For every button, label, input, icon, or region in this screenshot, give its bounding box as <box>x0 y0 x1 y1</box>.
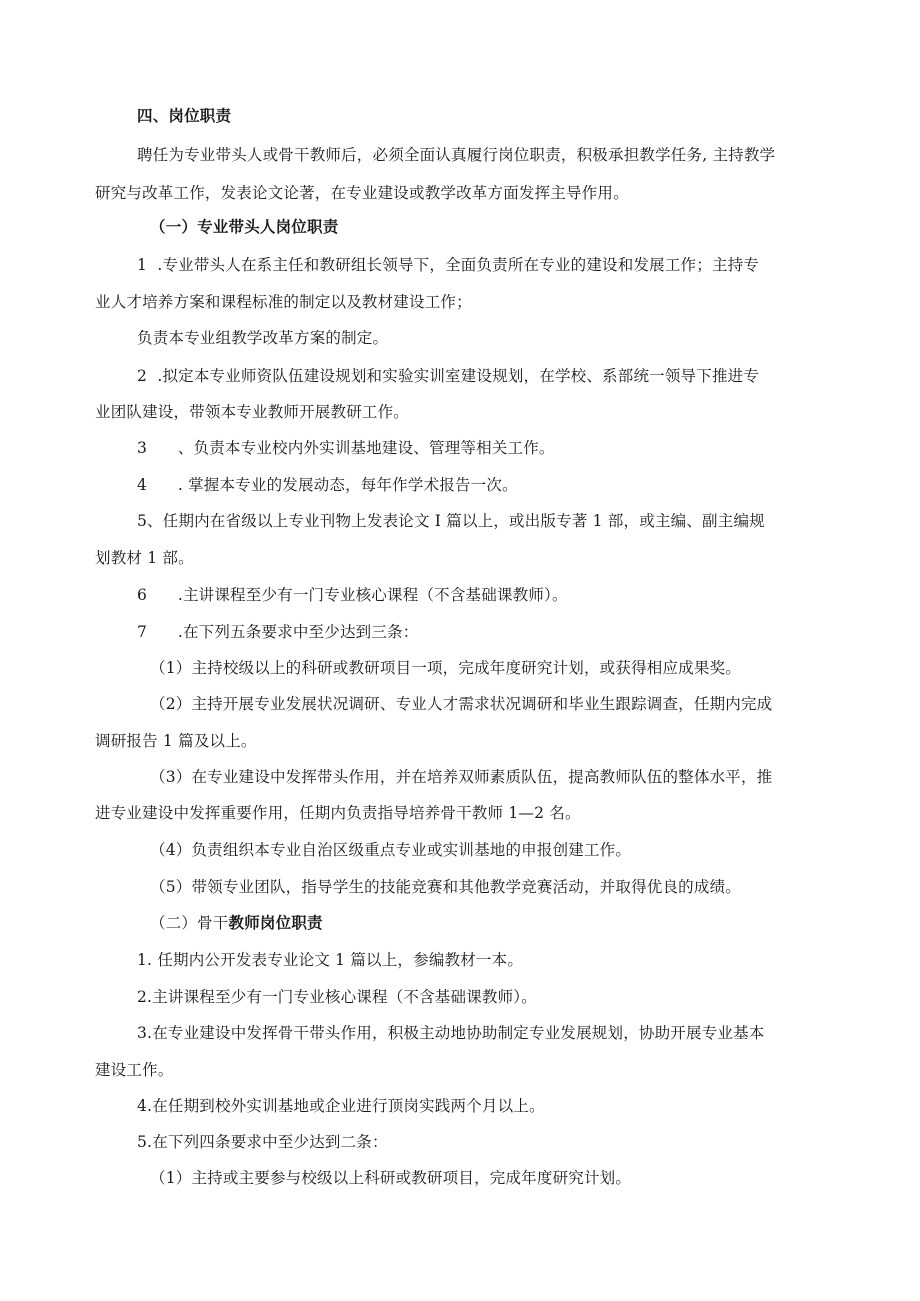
section2-title-plain: （二）骨干 <box>150 914 229 932</box>
s1-line: 7 .在下列五条要求中至少达到三条： <box>137 623 419 641</box>
s1-line: 4 . 掌握本专业的发展动态，每年作学术报告一次。 <box>137 476 518 494</box>
s1-line: 业人才培养方案和课程标准的制定以及教材建设工作； <box>95 293 472 311</box>
s1-line: （3）在专业建设中发挥带头作用，并在培养双师素质队伍，提高教师队伍的整体水平，推 <box>150 768 773 786</box>
section-heading-main: 四、岗位职责 <box>137 107 232 125</box>
s1-line: 负责本专业组教学改革方案的制定。 <box>137 329 389 347</box>
s2-line: （1）主持或主要参与校级以上科研或教研项目，完成年度研究计划。 <box>150 1169 632 1187</box>
s1-line: 调研报告 1 篇及以上。 <box>95 732 257 750</box>
s1-line: 2 .拟定本专业师资队伍建设规划和实验实训室建设规划，在学校、系部统一领导下推进专 <box>137 367 760 385</box>
s1-line: 1 .专业带头人在系主任和教研组长领导下，全面负责所在专业的建设和发展工作；主持专 <box>137 256 760 274</box>
s2-line: 3.在专业建设中发挥骨干带头作用，积极主动地协助制定专业发展规划，协助开展专业基本 <box>137 1024 765 1042</box>
intro-line-2: 研究与改革工作，发表论文论著，在专业建设或教学改革方面发挥主导作用。 <box>95 184 629 202</box>
s1-line: 业团队建设，带领本专业教师开展教研工作。 <box>95 403 410 421</box>
section1-title: （一）专业带头人岗位职责 <box>150 218 339 236</box>
s1-line: 5、任期内在省级以上专业刊物上发表论文 I 篇以上，或出版专著 1 部，或主编、副主编规 <box>137 512 765 530</box>
section2-title <box>150 913 920 933</box>
s1-line: 进专业建设中发挥重要作用，任期内负责指导培养骨干教师 1—2 名。 <box>95 804 581 822</box>
s1-line: 划教材 1 部。 <box>95 549 194 567</box>
s2-line: 5.在下列四条要求中至少达到二条： <box>137 1133 388 1151</box>
s2-line: 1. 任期内公开发表专业论文 1 篇以上，参编教材一本。 <box>137 951 524 969</box>
s1-line: （5）带领专业团队，指导学生的技能竞赛和其他教学竞赛活动，并取得优良的成绩。 <box>150 878 741 896</box>
s1-line: 3 、负责本专业校内外实训基地建设、管理等相关工作。 <box>137 439 555 457</box>
s2-line: 建设工作。 <box>95 1061 174 1079</box>
s2-line: 2.主讲课程至少有一门专业核心课程（不含基础课教师）。 <box>137 988 537 1006</box>
s1-line: （1）主持校级以上的科研或教研项目一项，完成年度研究计划，或获得相应成果奖。 <box>150 659 741 677</box>
s1-line: （2）主持开展专业发展状况调研、专业人才需求状况调研和毕业生跟踪调查，任期内完成 <box>150 695 773 713</box>
s2-line: 4.在任期到校外实训基地或企业进行顶岗实践两个月以上。 <box>137 1097 545 1115</box>
section2-title-bold: 教师岗位职责 <box>228 914 323 932</box>
s1-line: 6 .主讲课程至少有一门专业核心课程（不含基础课教师）。 <box>137 586 568 604</box>
intro-line-1: 聘任为专业带头人或骨干教师后，必须全面认真履行岗位职责，积极承担教学任务, 主持教学 <box>137 146 776 164</box>
s1-line: （4）负责组织本专业自治区级重点专业或实训基地的申报创建工作。 <box>150 841 632 859</box>
